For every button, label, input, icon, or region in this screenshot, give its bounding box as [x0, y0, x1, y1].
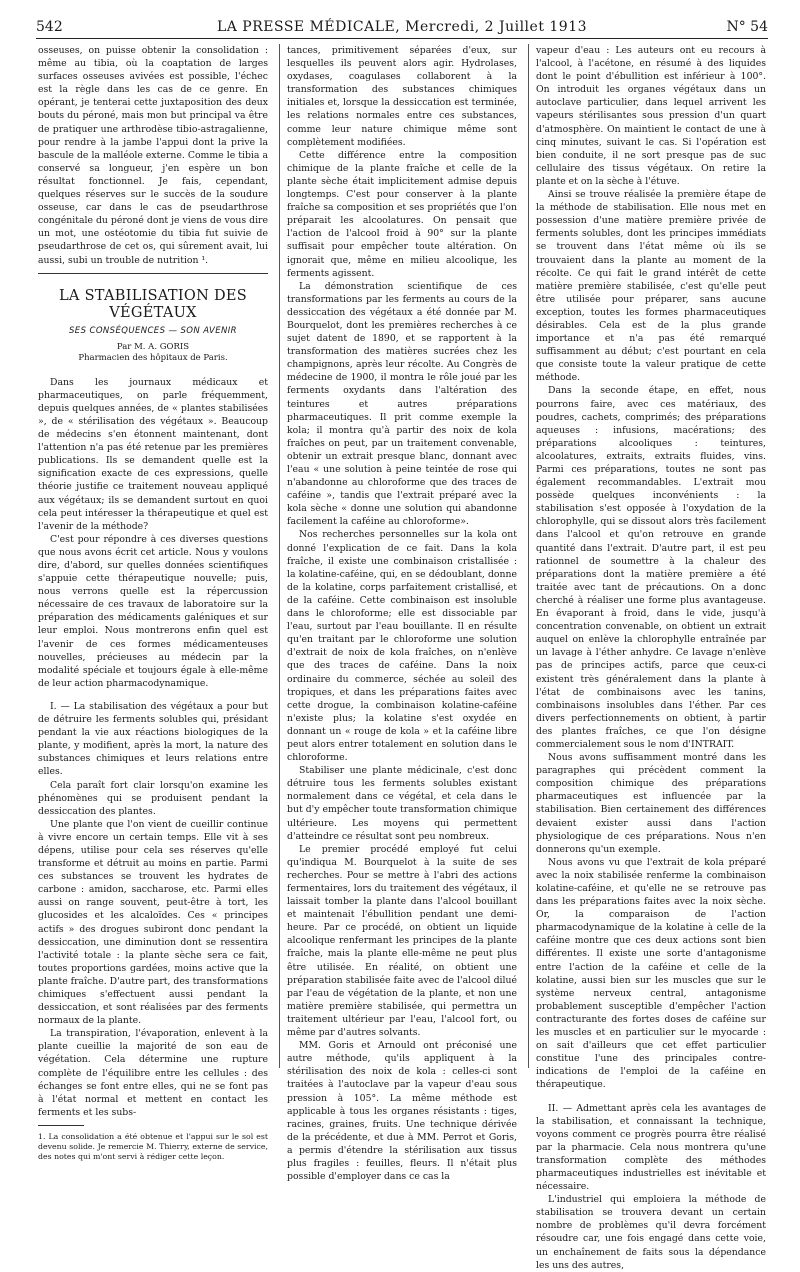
article-author: Par M. A. GORIS	[116, 341, 190, 352]
paragraph: I. — La stabilisation des végétaux a pour but de détruire les ferments solubles qui, présidant pendant la vie aux réactions biologiques de la plante, y modifient, après la mort, la nature des substances chimiques et leurs relations entre elles.	[38, 700, 268, 778]
paragraph: Ainsi se trouve réalisée la première étape de la méthode de stabilisation. Elle nous met en possession d'une matière première privée de ferments solubles, dont les principes immédiats se trouvent dans l'état même où ils se trouvaient dans la plante au moment de la récolte. Ce qui fait le grand intérêt de cette matière première stabilisée, c'est qu'elle peut être utilisée pour préparer, sans aucune exception, toutes les formes pharmaceutiques désirables. Cela est de la plus grande importance et n'a pas été remarqué suffisamment au début; c'est pourtant en cela que consiste toute la valeur pratique de cette méthode.	[536, 189, 766, 384]
section-divider	[38, 273, 268, 274]
paragraph: Stabiliser une plante médicinale, c'est donc détruire tous les ferments solubles existant normalement dans ce végétal, et cela dans le but d'y empêcher toute transformation chimique ultérieure. Les moyens qui permettent d'atteindre ce résultat sont peu nombreux.	[287, 765, 517, 842]
article-title: LA STABILISATION DES VÉGÉTAUX	[58, 287, 248, 321]
paragraph: tances, primitivement séparées d'eux, sur lesquelles ils peuvent alors agir. Hydrolases, oxydases, coagulases collaborent à la transformation des substances chimiques initiales et, lorsque la dessiccation est terminée, les relations normales entre ces substances, comme leur nature chimique même sont complètement modifiées.	[287, 45, 517, 148]
paragraph: Une plante que l'on vient de cueillir continue à vivre encore un certain temps. Elle vit à ses dépens, utilise pour cela ses réserves qu'elle transforme et détruit au moins en partie. Parmi ces substances se trouvent les hydrates de carbone : amidon, saccharose, etc. Parmi elles aussi on range souvent, peut-être à tort, les glucosides et les alcaloïdes. Ces « principes actifs » des drogues subiront donc pendant la dessiccation, une diminution dont se ressentira l'activité totale : la plante sèche sera ce fait, toutes proportions gardées, moins active que la plante fraîche. D'autre part, des transformations chimiques s'effectuent aussi pendant la dessiccation, et sont réalisées par des ferments normaux de la plante.	[38, 818, 268, 1027]
paragraph: La transpiration, l'évaporation, enlevent à la plante cueillie la majorité de son eau de végétation. Cela détermine une rupture complète de l'équilibre entre les cellules : des échanges se font entre elles, qui ne se font pas à l'état normal et mettent en contact les ferments et les subs-	[38, 1028, 268, 1118]
paragraph: L'industriel qui emploiera la méthode de stabilisation se trouvera devant un certain nombre de problèmes qu'il devra forcément résoudre car, une fois engagé dans cette voie, un enchaînement de faits sous la dépendance les uns des autres,	[536, 1194, 766, 1271]
paragraph: Le premier procédé employé fut celui qu'indiqua M. Bourquelot à la suite de ses recherches. Pour se mettre à l'abri des actions fermentaires, lors du traitement des végétaux, il laissait tomber la plante dans l'alcool bouillant et maintenait l'ébullition pendant une demi-heure. Par ce procédé, on obtient un liquide alcoolique renfermant les principes de la plante fraîche, mais la plante elle-même ne peut plus être utilisée. En réalité, on obtient une préparation stabilisée faite avec de l'alcool dilué par l'eau de végétation de la plante, et non une matière première stabilisée, qui permettra un traitement ultérieur par l'eau, l'alcool fort, ou même par d'autres solvants.	[287, 843, 517, 1039]
article-subtitle: SES CONSÉQUENCES — SON AVENIR	[69, 325, 237, 336]
paragraph: Nous avons vu que l'extrait de kola préparé avec la noix stabilisée renferme la combinaison kolatine-caféine, et qu'elle ne se retrouve pas dans les préparations faites avec la noix sèche. Or, la comparaison de l'action pharmacodynamique de la kolatine à celle de la caféine montre que ces deux actions sont bien différentes. Il existe une sorte d'antagonisme entre l'action de la caféine et celle de la kolatine, aussi bien sur les muscles que sur le système nerveux central, antagonisme probablement susceptible d'empêcher l'action contracturante des fortes doses de caféine sur les muscles et en particulier sur le myocarde : on sait d'ailleurs que cet effet particulier constitue l'une des principales contre-indications de l'emploi de la caféine en thérapeutique.	[536, 856, 766, 1091]
author-affiliation: Pharmacien des hôpitaux de Paris.	[78, 352, 228, 363]
paragraph: Dans les journaux médicaux et pharmaceutiques, on parle fréquemment, depuis quelques années, de « plantes stabilisées », de « stérilisation des végétaux ». Beaucoup de médecins s'en étonnent maintenant, dont l'attention n'a pas été retenue par les premières publications. Ils se demandent quelle est la signification exacte de ces expressions, quelle théorie justifie ce traitement nouveau appliqué aux végétaux; ils se demandent surtout en quoi cela peut intéresser la thérapeutique et quel est l'avenir de la méthode?	[38, 376, 268, 532]
footnote-rule	[38, 1125, 84, 1126]
paragraph: La démonstration scientifique de ces transformations par les ferments au cours de la dessiccation des végétaux a été donnée par M. Bourquelot, dont les premières recherches à ce sujet datent de 1890, et se rapportent à la transformation des matières sucrées chez les champignons, après leur récolte. Au Congrès de médecine de 1900, il montra le rôle joué par les ferments oxydants dans l'altération des teintures et autres préparations pharmaceutiques. Il prit comme exemple la kola; il montra qu'à partir des noix de kola fraîches on peut, par un traitement convenable, obtenir un extrait presque blanc, donnant avec l'eau « une solution à peine teintée de rose qui n'abandonne au chloroforme que des traces de caféine », tandis que l'extrait préparé avec la kola sèche « donne une solution qui abandonne facilement la caféine au chloroforme».	[287, 280, 517, 528]
paragraph: Nos recherches personnelles sur la kola ont donné l'explication de ce fait. Dans la kola fraîche, il existe une combinaison cristallisée : la kolatine-caféine, qui, en se dédoublant, donne de la kolatine, corps parfaitement cristallisé, et de la caféine. Cette combinaison est insoluble dans le chloroforme; elle est dissociable par l'eau, surtout par l'eau bouillante. Il en résulte qu'en traitant par le chloroforme une solution d'extrait de noix de kola fraîches, on n'enlève que des traces de caféine. Dans la noix ordinaire du commerce, séchée au soleil des tropiques, et dans les préparations faites avec cette drogue, la combinaison kolatine-caféine n'existe plus; la kolatine s'est oxydée en donnant un « rouge de kola » et la caféine libre peut alors entrer totalement en solution dans le chloroforme.	[287, 529, 517, 764]
column-separator	[528, 44, 529, 1068]
paragraph: vapeur d'eau : Les auteurs ont eu recours à l'alcool, à l'acétone, en résumé à des liquides dont le point d'ébullition est inférieur à 100°. On introduit les organes végétaux dans un autoclave particulier, dans lequel arrivent les vapeurs stérilisantes sous pression d'un quart d'atmosphère. On maintient le contact de une à cinq minutes, suivant le cas. Si l'opération est bien conduite, il ne sort presque pas de suc cellulaire des tissus végétaux. On retire la plante et on la sèche à l'étuve.	[536, 45, 766, 187]
paragraph: osseuses, on puisse obtenir la consolidation : même au tibia, où la coaptation de larges surfaces osseuses avivées est possible, l'échec est la règle dans les cas de ce genre. En opérant, je tenterai cette juxtaposition des deux bouts du péroné, mais mon but principal va être de pratiquer une arthrodèse tibio-astragalienne, pour rendre à la jambe l'appui dont la prive la bascule de la malléole externe. Comme le tibia a conservé sa longueur, j'en espère un bon résultat fonctionnel. Je fais, cependant, quelques réserves sur le succès de la soudure osseuse, car dans le cas de pseudarthrose congénitale du péroné dont je viens de vous dire un mot, une ostéotomie du tibia fut suivie de pseudarthrose de cet os, qui sûrement avait, lui aussi, subi un trouble de nutrition ¹.	[38, 45, 268, 266]
paragraph: Cela paraît fort clair lorsqu'on examine les phénomènes qui se produisent pendant la dessiccation des plantes.	[38, 779, 268, 817]
paragraph: MM. Goris et Arnould ont préconisé une autre méthode, qu'ils appliquent à la stérilisation des noix de kola : celles-ci sont traitées à l'autoclave par la vapeur d'eau sous pression à 105°. La même méthode est applicable à tous les organes résistants : tiges, racines, graines, fruits. Une technique dérivée de la précédente, et due à MM. Perrot et Goris, a permis d'étendre la stérilisation aux tissus plus fragiles : feuilles, fleurs. Il n'était plus possible d'employer dans ce cas la	[287, 1040, 517, 1183]
paragraph: Nous avons suffisamment montré dans les paragraphes qui précèdent comment la composition chimique des préparations pharmaceutiques est influencée par la stabilisation. Bien certainement des différences devaient exister aussi dans l'action physiologique de ces préparations. Nous n'en donnerons qu'un exemple.	[536, 752, 766, 855]
column-1	[38, 44, 268, 1163]
paragraph: II. — Admettant après cela les avantages de la stabilisation, et connaissant la technique, voyons comment ce progrès pourra être réalisé par la pharmacie. Cela nous montrera qu'une transformation complète des méthodes pharmaceutiques industrielles est inévitable et nécessaire.	[536, 1102, 766, 1193]
paragraph: C'est pour répondre à ces diverses questions que nous avons écrit cet article. Nous y voulons dire, d'abord, sur quelles données scientifiques s'appuie cette thérapeutique nouvelle; puis, nous verrons quelle est la répercussion nécessaire de ces travaux de laboratoire sur la préparation des médicaments galéniques et sur leur emploi. Nous montrerons enfin quel est l'avenir de ces formes médicamenteuses nouvelles, précieuses au médecin par la modalité spéciale et toujours égale à elle-même de leur action pharmacodynamique.	[38, 533, 268, 689]
header-rule	[36, 38, 768, 39]
paragraph: Cette différence entre la composition chimique de la plante fraîche et celle de la plante sèche était implicitement admise depuis longtemps. C'est pour conserver à la plante fraîche sa composition et ses propriétés que l'on préparait les alcoolatures. On pensait que l'action de l'alcool froid à 90° sur la plante suffisait pour empêcher toute altération. On ignorait que, même en milieu alcoolique, les ferments agissent.	[287, 149, 517, 279]
page-number: 542	[36, 19, 63, 35]
issue-number: N° 54	[726, 19, 768, 35]
footnote: 1. La consolidation a été obtenue et l'appui sur le sol est devenu solide. Je remercie M. Thierry, externe de service, des notes qui m'ont servi à rédiger cette leçon.	[38, 1131, 268, 1162]
running-header	[36, 18, 768, 36]
column-3	[536, 44, 766, 1272]
journal-title: LA PRESSE MÉDICALE, Mercredi, 2 Juillet 1913	[216, 19, 588, 35]
column-separator	[279, 44, 280, 1068]
paragraph: Dans la seconde étape, en effet, nous pourrons faire, avec ces matériaux, des poudres, cachets, comprimés; des préparations aqueuses : infusions, macérations; des préparations alcooliques : teintures, alcoolatures, extraits, extraits fluides, vins. Parmi ces préparations, toutes ne sont pas également recommandables. L'extrait mou possède quelques inconvénients : la stabilisation s'est opposée à l'oxydation de la chlorophylle, qui se dissout alors très facilement dans l'alcool et qu'on retrouve en grande quantité dans l'extrait. D'autre part, il est peu rationnel de soumettre à la chaleur des préparations dont la matière première a été traitée avec tant de précautions. On a donc cherché à réaliser une forme plus avantageuse. En évaporant à froid, dans le vide, jusqu'à concentration convenable, on obtient un extrait auquel on enlève la chlorophylle entraînée par un lavage à l'éther anhydre. Ce lavage n'enlève pas de principes actifs, parce que ceux-ci existent très généralement dans la plante à l'état de combinaisons avec les tanins, combinaisons insolubles dans l'éther. Par ces divers perfectionnements on obtient, à partir des plantes fraîches, ce que l'on désigne commercialement sous le nom d'INTRAIT.	[536, 385, 766, 750]
column-2	[287, 44, 517, 1183]
